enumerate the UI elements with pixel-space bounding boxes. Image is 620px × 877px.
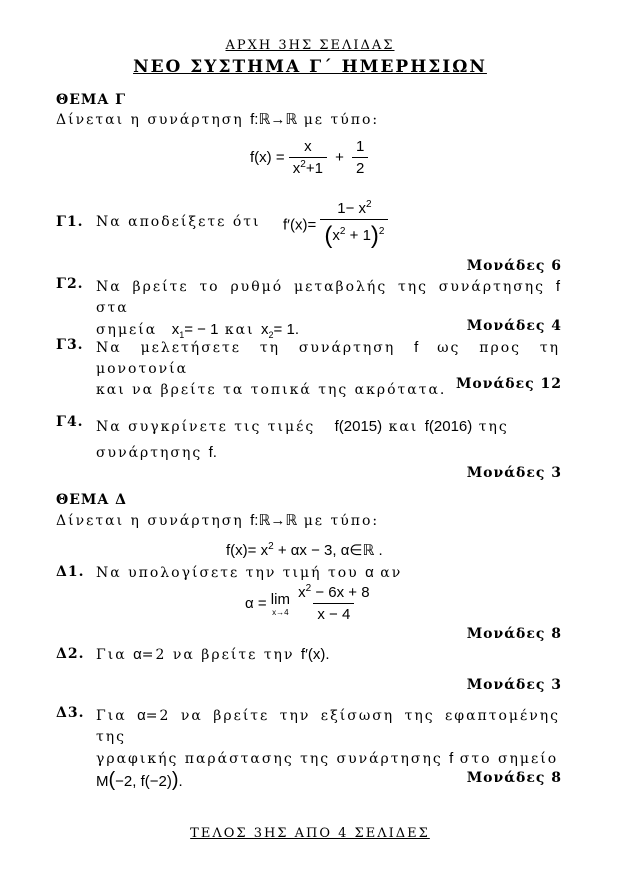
question-text-d2: Για α=2 να βρείτε την f′(x). — [96, 646, 330, 663]
question-label-d3: Δ3. — [56, 705, 85, 721]
intro-end-text: με τύπο: — [303, 112, 380, 128]
marks-d1: Μονάδες 8 — [466, 626, 562, 642]
marks-c4: Μονάδες 3 — [466, 465, 562, 481]
formula-lhs: f(x) = — [250, 149, 285, 166]
function-domain: f:ℝ→ℝ — [250, 111, 298, 128]
plus-sign: + — [335, 149, 344, 166]
marks-d3: Μονάδες 8 — [466, 770, 562, 786]
theme-d-intro: Δίνεται η συνάρτηση f:ℝ→ℝ με τύπο: — [56, 512, 380, 529]
question-label-c4: Γ4. — [56, 414, 84, 430]
intro-text: Δίνεται η συνάρτηση — [56, 112, 244, 128]
lim-operator: lim x→4 — [270, 590, 290, 617]
page-header-top: ΑΡΧΗ 3ΗΣ ΣΕΛΙΔΑΣ — [225, 38, 395, 53]
limit-fraction: $\frac{x^2 - 6x + 8}{x - 4}$ — [298, 583, 370, 623]
section-title-c: ΘΕΜΑ Γ — [56, 92, 127, 108]
question-text-c2: Να βρείτε το ρυθμό μεταβολής της συνάρτησης f στα σημεία $x_1= - 1$ και $x_2= 1$. — [96, 278, 561, 340]
question-label-d2: Δ2. — [56, 646, 85, 662]
question-text-d3: Για α=2 να βρείτε την εξίσωση της εφαπτομένης της γραφικής παράστασης της συνάρτησης f στο σημείο M(−2, f(−2)). — [96, 707, 560, 791]
formula-f — [250, 138, 368, 177]
derivative-formula: f′(x)= $\frac{1- x^2}{(x^2 + 1)^2}$ — [283, 200, 388, 250]
marks-c3: Μονάδες 12 — [455, 376, 562, 392]
question-label-c2: Γ2. — [56, 276, 84, 292]
marks-d2: Μονάδες 3 — [466, 677, 562, 693]
frac-numerator: x — [304, 138, 312, 155]
page-title: ΝΕΟ ΣΥΣΤΗΜΑ Γ΄ ΗΜΕΡΗΣΙΩΝ — [133, 57, 487, 77]
marks-c1: Μονάδες 6 — [466, 258, 562, 274]
question-text-c1: Να αποδείξετε ότι — [96, 214, 261, 230]
question-text-c3: Να μελετήσετε τη συνάρτηση f ως προς τη μονοτονία και να βρείτε τα τοπικά της ακρότατα. — [96, 339, 560, 398]
derivative-fraction: $\frac{1- x^2}{(x^2 + 1)^2}$ — [320, 200, 388, 250]
marks-c2: Μονάδες 4 — [466, 318, 562, 334]
question-label-c3: Γ3. — [56, 337, 84, 353]
question-label-d1: Δ1. — [56, 564, 85, 580]
question-text-d1: Να υπολογίσετε την τιμή του α αν — [96, 564, 403, 581]
question-label-c1: Γ1. — [56, 214, 84, 230]
section-title-d: ΘΕΜΑ Δ — [56, 492, 127, 508]
fraction-one-half: $\frac{1}{2}$ — [352, 138, 368, 177]
page-footer: ΤΕΛΟΣ 3ΗΣ ΑΠΟ 4 ΣΕΛΙΔΕΣ — [190, 826, 430, 841]
formula-d: $f(x)= x^2 + \alpha x - 3$, α∈ℝ . — [226, 541, 383, 559]
theme-c-intro — [56, 110, 379, 128]
frac-denominator: $x^2+1$ — [289, 157, 327, 177]
fraction-x-over — [289, 138, 327, 177]
question-text-c4: Να συγκρίνετε τις τιμές f(2015) και f(2016) της συνάρτησης f. — [96, 418, 509, 461]
limit-formula: α = lim x→4 $\frac{x^2 - 6x + 8}{x - 4}$ — [245, 584, 374, 623]
